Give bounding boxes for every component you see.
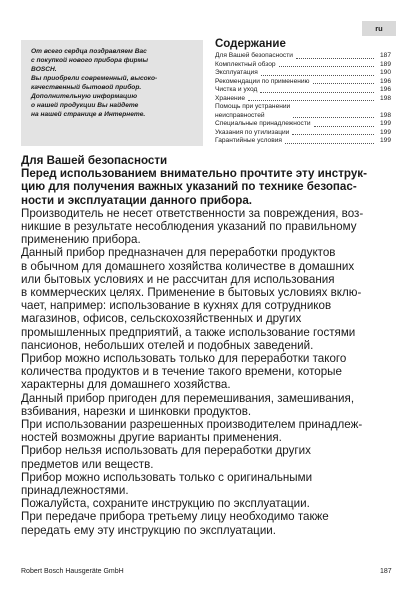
- toc-item-page: 190: [379, 69, 391, 76]
- section-heading: Для Вашей безопасности: [21, 154, 168, 167]
- toc-item-page: 199: [379, 120, 391, 127]
- toc-item-label: Гарантийные условия: [215, 137, 282, 144]
- toc-item-page: 198: [379, 111, 391, 119]
- toc-item-label: Для Вашей безопасности: [215, 52, 293, 59]
- paragraph: Данный прибор пригоден для перемешивания, замешивания, взбивания, нарезки и шинковки продуктов.: [21, 391, 355, 418]
- language-tag: [362, 21, 396, 36]
- toc-item-page: 198: [379, 94, 391, 102]
- toc-item-label: Эксплуатация: [215, 69, 258, 76]
- paragraph: Данный прибор предназначен для переработки продуктов в обычном для домашнего хозяйства количестве в домашних или бытовых условиях и не рассчитан для использования в коммерческих целях. Применение в бытовых условиях вклю- чает, например: использование в кухнях для сотрудников магазинов, офисов, сельскохозяйственных и других промышленных предприятий, а также использование гостями пансионов, небольших отелей и подобных заведений.: [21, 246, 362, 352]
- toc-leader-dots: [296, 58, 374, 59]
- paragraph: Прибор можно использовать только для переработки такого количества продуктов и в течение такого времени, которые характерны для домашнего хозяйства.: [21, 352, 347, 392]
- footer-company: Robert Bosch Hausgeräte GmbH: [21, 568, 124, 575]
- toc-title: Содержание: [215, 38, 286, 50]
- toc-item-label: Рекомендации по применению: [215, 77, 310, 85]
- toc-item-label: Хранение: [215, 94, 246, 102]
- toc-item[interactable]: [215, 52, 391, 61]
- toc-item-page: 199: [379, 128, 391, 136]
- toc-leader-dots: [285, 143, 374, 144]
- paragraph: Прибор нельзя использовать для переработки других предметов или веществ.: [21, 444, 311, 471]
- toc-item-label: Помощь при устранении неисправностей: [215, 103, 291, 119]
- toc-leader-dots: [260, 92, 374, 93]
- paragraph: Прибор можно использовать только с оригинальными принадлежностями.: [21, 470, 313, 498]
- toc-item[interactable]: [215, 129, 391, 138]
- toc-leader-dots: [293, 117, 374, 118]
- footer-page-number: 187: [380, 568, 392, 575]
- toc-leader-dots: [314, 126, 374, 127]
- toc-leader-dots: [292, 134, 374, 135]
- paragraph: Производитель не несет ответственности за повреждения, воз- никшие в результате несоблюдения указаний по правильному применению прибора.: [21, 206, 364, 247]
- toc-leader-dots: [248, 100, 374, 101]
- toc-leader-dots: [313, 83, 374, 84]
- toc-item[interactable]: [215, 61, 391, 70]
- toc-item-page: 189: [379, 60, 391, 68]
- toc-item-label: Чистка и уход: [215, 86, 258, 93]
- paragraph: При использовании разрешенных производителем принадлеж- ностей возможны другие варианты применения.: [21, 418, 363, 445]
- toc-item-label: Комплектный обзор: [215, 60, 276, 68]
- paragraph: При передаче прибора третьему лицу необходимо также передать ему эту инструкцию по эксплуатации.: [21, 510, 329, 537]
- toc-item[interactable]: [215, 86, 391, 95]
- toc-item-page: 196: [379, 86, 391, 93]
- toc-item[interactable]: [215, 95, 391, 104]
- safety-section: [21, 154, 397, 537]
- toc-item-page: 199: [379, 137, 391, 144]
- toc-item-page: 196: [379, 77, 391, 85]
- paragraph: Пожалуйста, сохраните инструкцию по эксплуатации.: [21, 497, 310, 511]
- toc-item-page: 187: [379, 52, 391, 59]
- toc-item[interactable]: [215, 120, 391, 129]
- language-tag-label: ru: [375, 24, 383, 33]
- toc-item-label: Специальные принадлежности: [215, 120, 311, 127]
- toc-item[interactable]: [215, 137, 391, 146]
- toc-item[interactable]: [215, 103, 391, 120]
- section-lead: Перед использованием внимательно прочтите эту инструк- цию для получения важных указаний по технике безопас- ности и эксплуатации данного прибора.: [21, 167, 367, 207]
- toc-item[interactable]: [215, 69, 391, 78]
- toc-item[interactable]: [215, 78, 391, 87]
- intro-text: От всего сердца поздравляем Вас с покупкой нового прибора фирмы BOSCH. Вы приобрели современный, высоко- качественный бытовой прибор. Дополнительную информацию о нашей продукции Вы найдете на нашей странице в Интернете.: [31, 48, 158, 118]
- toc-leader-dots: [261, 75, 374, 76]
- toc-item-label: Указания по утилизации: [215, 128, 290, 136]
- toc-leader-dots: [279, 66, 374, 67]
- toc-list: [215, 52, 391, 146]
